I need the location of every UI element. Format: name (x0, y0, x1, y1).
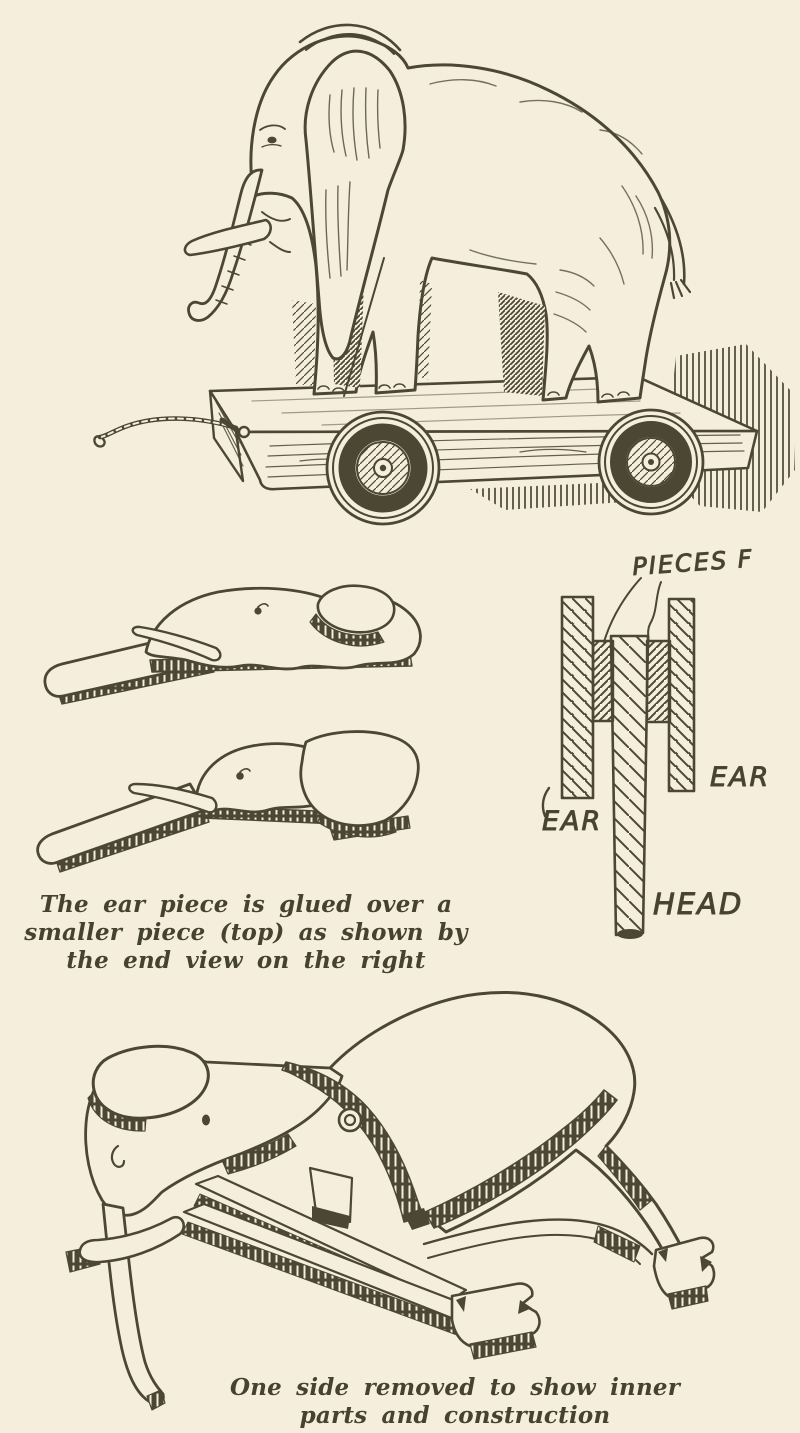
piece-f-right (647, 641, 670, 722)
leader-line-left (604, 578, 641, 642)
eye (202, 1115, 210, 1126)
label-pieces-f: PIECES F (631, 544, 755, 581)
label-head: HEAD (653, 887, 744, 921)
eye (254, 607, 261, 614)
front-foot (452, 1284, 539, 1359)
jaw-wedge (310, 1168, 352, 1229)
ear-bar-right (669, 599, 694, 791)
ear-bar-left (562, 597, 593, 798)
rear-wheel (599, 410, 703, 514)
eye (236, 772, 244, 780)
head-piece-small-ear (45, 586, 421, 704)
head-piece-large-ear (38, 732, 419, 872)
caption-ear-piece (22, 891, 470, 975)
cutaway-elephant-illustration (66, 992, 714, 1410)
caption-ear-line2: smaller piece (top) as shown by (24, 919, 468, 946)
head-bar (611, 636, 648, 935)
caption-cutaway-line2: parts and construction (299, 1402, 611, 1429)
piece-f-left (593, 641, 613, 721)
rear-foot (654, 1238, 714, 1309)
front-wheel (327, 412, 439, 524)
pivot-hole (339, 1109, 361, 1131)
head-bar-foot-smudge (617, 929, 643, 939)
caption-cutaway (220, 1374, 690, 1430)
tusk (80, 1217, 184, 1262)
label-ear-left: EAR (542, 806, 603, 837)
rear-leg-edge-band (598, 1146, 652, 1210)
caption-ear-line3: the end view on the right (66, 947, 426, 974)
end-view-diagram (542, 545, 770, 939)
pull-toy-elephant-illustration (94, 25, 795, 524)
caption-ear-line1: The ear piece is glued over a (39, 891, 453, 918)
caption-cutaway-line1: One side removed to show inner (229, 1374, 681, 1401)
leader-line-right (648, 582, 661, 647)
head-pieces-illustration (38, 586, 421, 872)
label-ear-right: EAR (710, 762, 771, 793)
ear-piece-large (301, 732, 419, 826)
